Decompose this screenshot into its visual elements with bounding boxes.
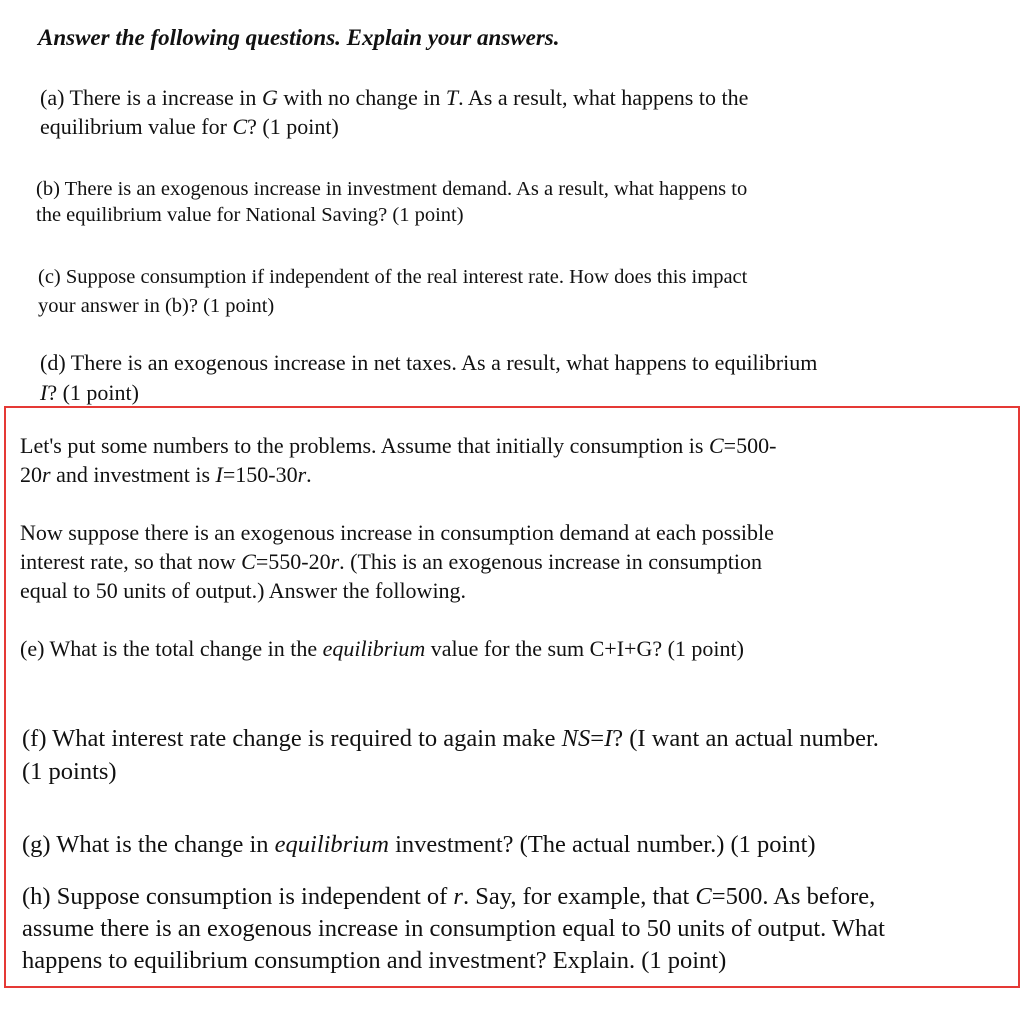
question-h-line-3: happens to equilibrium consumption and investment? Explain. (1 point) — [22, 947, 727, 974]
question-h-line-2: assume there is an exogenous increase in consumption equal to 50 units of output. What — [22, 915, 885, 942]
scenario-line-3: equal to 50 units of output.) Answer the following. — [20, 578, 467, 603]
page-heading: Answer the following questions. Explain your answers. — [38, 25, 560, 50]
question-f-clip — [0, 722, 1024, 758]
question-f-line-1: (f) What interest rate change is required to again make NS=I? (I want an actual number. — [22, 725, 879, 752]
question-h-line-1: (h) Suppose consumption is independent of r. Say, for example, that C=500. As before, — [22, 883, 876, 910]
question-c-line-2: your answer in (b)? (1 point) — [38, 295, 275, 317]
question-g: (g) What is the change in equilibrium investment? (The actual number.) (1 point) — [22, 831, 816, 858]
intro-line-1: Let's put some numbers to the problems. Assume that initially consumption is C=500- — [20, 433, 777, 458]
question-d-clip — [0, 378, 1024, 407]
question-a-line-1: (a) There is a increase in G with no change in T. As a result, what happens to the — [40, 85, 749, 110]
question-c-line-1: (c) Suppose consumption if independent of the real interest rate. How does this impact — [38, 266, 748, 288]
question-a-line-2: equilibrium value for C? (1 point) — [40, 114, 339, 139]
question-d-line-1: (d) There is an exogenous increase in net taxes. As a result, what happens to equilibrium — [40, 350, 818, 375]
question-b-line-2: the equilibrium value for National Saving? (1 point) — [36, 204, 464, 226]
question-e: (e) What is the total change in the equilibrium value for the sum C+I+G? (1 point) — [20, 636, 744, 661]
question-f-line-2: (1 points) — [22, 758, 117, 785]
question-d-line-2: I? (1 point) — [40, 380, 139, 405]
scenario-line-1: Now suppose there is an exogenous increase in consumption demand at each possible — [20, 520, 774, 545]
question-b-line-1: (b) There is an exogenous increase in investment demand. As a result, what happens to — [36, 178, 748, 200]
intro-line-2: 20r and investment is I=150-30r. — [20, 462, 312, 487]
scenario-line-2: interest rate, so that now C=550-20r. (This is an exogenous increase in consumption — [20, 549, 762, 574]
